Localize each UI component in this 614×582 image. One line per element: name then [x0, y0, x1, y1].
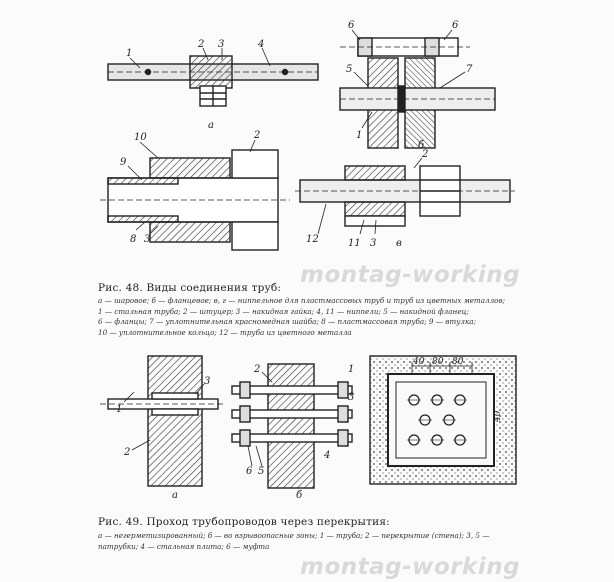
fig49-a-subfig-label: а: [172, 490, 178, 501]
fig49-b-label-4: 4: [324, 450, 331, 461]
fig49-b-label-3: 3: [348, 392, 355, 403]
fig49-legend: [98, 531, 518, 552]
fig48-d-label-12: 12: [306, 234, 319, 245]
fig48-d-label-11: 11: [348, 238, 361, 249]
fig48-caption: Рис. 48. Виды соединения труб:: [98, 282, 282, 294]
fig48-d-subfig-label: в: [396, 238, 402, 249]
fig48-c-label-8: 8: [130, 234, 137, 245]
fig48-b-label-1: 1: [356, 130, 363, 141]
fig49-b-label-2: 2: [254, 364, 261, 375]
fig48-legend-line: 10 — уплотнительное кольцо; 12 — труба из цветного металла: [98, 327, 352, 337]
fig49-a-label-1: 1: [116, 404, 123, 415]
fig49-legend-line: а — негерметизированный; б — во взрывоопасные зоны; 1 — труба; 2 — перекрытие (стена); 3, 5 —: [98, 531, 490, 540]
fig49-legend-line: патрубки; 4 — стальная плита; 6 — муфта: [98, 541, 270, 551]
fig48-legend-line: а — шаровое; б — фланцевое; в, г — ниппельное для пластмассовых труб и труб из цветных металлов;: [98, 296, 506, 305]
fig49-b-subfig-label: б: [296, 490, 303, 501]
fig48-a-drawing: [108, 48, 318, 106]
watermark-2: montag-working: [300, 554, 521, 580]
fig49-a-label-2: 2: [124, 447, 131, 458]
fig48-b-label-6b: 6: [452, 20, 459, 31]
fig49-b-label-1: 1: [348, 364, 355, 375]
fig48-b-drawing: [340, 30, 495, 148]
plan-dim-40-side: 40: [493, 410, 503, 422]
plan-dim-80-a: 80: [432, 357, 444, 367]
fig48-b-subfig-label: б: [418, 140, 425, 151]
fig48-a-label-1: 1: [126, 48, 133, 59]
watermark-1: montag-working: [300, 262, 521, 288]
fig48-d-label-2: 2: [422, 149, 429, 160]
plan-dim-80-b: 80: [452, 357, 464, 367]
fig48-c-label-2: 2: [254, 130, 261, 141]
fig48-c-label-3: 3: [144, 234, 151, 245]
fig48-c-label-10: 10: [134, 132, 147, 143]
fig49-b-label-6: 6: [246, 466, 253, 477]
fig48-d-drawing: [295, 158, 515, 234]
fig48-legend: [98, 296, 518, 338]
fig48-c-label-9: 9: [120, 157, 127, 168]
fig48-b-label-6a: 6: [348, 20, 355, 31]
fig49-b-label-5: 5: [258, 466, 265, 477]
fig48-a-label-4: 4: [258, 39, 265, 50]
fig48-b-label-7: 7: [466, 64, 473, 75]
fig48-a-subfig-label: а: [208, 120, 214, 131]
fig48-a-label-2: 2: [198, 39, 205, 50]
plan-dim-40-top: 40: [413, 357, 425, 367]
fig48-b-label-5: 5: [346, 64, 353, 75]
fig48-a-label-3: 3: [218, 39, 225, 50]
fig48-c-drawing: [100, 140, 290, 250]
fig48-legend-line: 1 — стальная труба; 2 — штуцер; 3 — накидная гайка; 4, 11 — ниппели; 5 — накидной фланец;: [98, 306, 469, 316]
fig49-a-label-3: 3: [204, 376, 211, 387]
fig49-caption: Рис. 49. Проход трубопроводов через перекрытия:: [98, 516, 390, 528]
fig48-d-label-3: 3: [370, 238, 377, 249]
fig48-legend-line: 6 — фланцы; 7 — уплотнительная красномедная шайба; 8 — пластмассовая труба; 9 — втулка;: [98, 317, 476, 327]
